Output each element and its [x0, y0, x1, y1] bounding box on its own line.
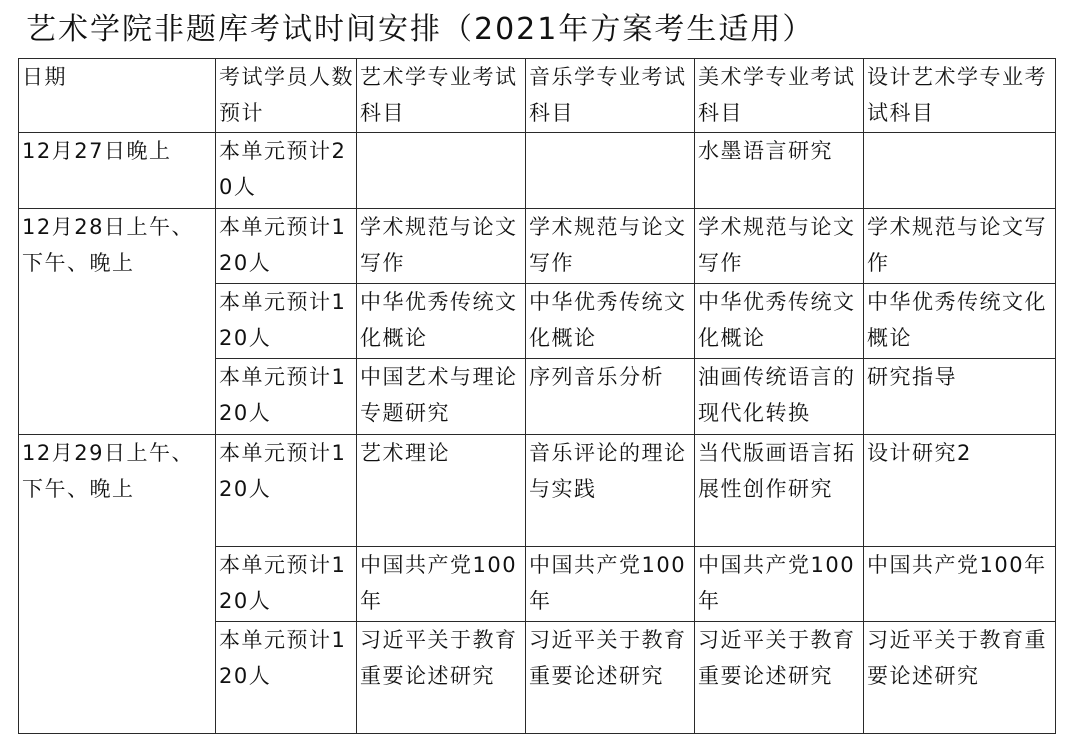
art-theory-cell: 艺术理论: [357, 435, 526, 547]
art-theory-cell: 中国共产党100年: [357, 547, 526, 622]
design-cell: 中国共产党100年: [864, 547, 1056, 622]
table-row: [19, 133, 1056, 209]
art-theory-cell: 学术规范与论文写作: [357, 209, 526, 284]
page-title: 艺术学院非题库考试时间安排（2021年方案考生适用）: [26, 12, 815, 47]
music-cell: 序列音乐分析: [526, 359, 695, 435]
design-cell: 学术规范与论文写作: [864, 209, 1056, 284]
fine-arts-cell: 中华优秀传统文化概论: [695, 284, 864, 359]
music-cell: 音乐评论的理论与实践: [526, 435, 695, 547]
date-cell: 12月29日上午、下午、晚上: [19, 435, 216, 734]
header-music: 音乐学专业考试科目: [526, 59, 695, 133]
music-cell: 中华优秀传统文化概论: [526, 284, 695, 359]
exam-schedule-table: [18, 58, 1056, 734]
count-cell: 本单元预计120人: [216, 622, 357, 734]
header-date: 日期: [19, 59, 216, 133]
count-cell: 本单元预计20人: [216, 133, 357, 209]
art-theory-cell: 中华优秀传统文化概论: [357, 284, 526, 359]
header-row: [19, 59, 1056, 133]
music-cell: 学术规范与论文写作: [526, 209, 695, 284]
design-cell: 设计研究2: [864, 435, 1056, 547]
fine-arts-cell: 中国共产党100年: [695, 547, 864, 622]
music-cell: 习近平关于教育重要论述研究: [526, 622, 695, 734]
count-cell: 本单元预计120人: [216, 284, 357, 359]
count-cell: 本单元预计120人: [216, 435, 357, 547]
table-row: [19, 209, 1056, 284]
music-cell: 中国共产党100年: [526, 547, 695, 622]
count-cell: 本单元预计120人: [216, 209, 357, 284]
header-count: 考试学员人数预计: [216, 59, 357, 133]
art-theory-cell: 习近平关于教育重要论述研究: [357, 622, 526, 734]
music-cell: [526, 133, 695, 209]
fine-arts-cell: 油画传统语言的现代化转换: [695, 359, 864, 435]
fine-arts-cell: 水墨语言研究: [695, 133, 864, 209]
fine-arts-cell: 当代版画语言拓展性创作研究: [695, 435, 864, 547]
design-cell: 中华优秀传统文化概论: [864, 284, 1056, 359]
count-cell: 本单元预计120人: [216, 359, 357, 435]
header-art-theory: 艺术学专业考试科目: [357, 59, 526, 133]
art-theory-cell: [357, 133, 526, 209]
art-theory-cell: 中国艺术与理论专题研究: [357, 359, 526, 435]
design-cell: [864, 133, 1056, 209]
fine-arts-cell: 学术规范与论文写作: [695, 209, 864, 284]
design-cell: 习近平关于教育重要论述研究: [864, 622, 1056, 734]
date-cell: 12月27日晚上: [19, 133, 216, 209]
design-cell: 研究指导: [864, 359, 1056, 435]
date-cell: 12月28日上午、下午、晚上: [19, 209, 216, 435]
header-design: 设计艺术学专业考试科目: [864, 59, 1056, 133]
table-row: [19, 435, 1056, 547]
count-cell: 本单元预计120人: [216, 547, 357, 622]
header-fine-arts: 美术学专业考试科目: [695, 59, 864, 133]
fine-arts-cell: 习近平关于教育重要论述研究: [695, 622, 864, 734]
